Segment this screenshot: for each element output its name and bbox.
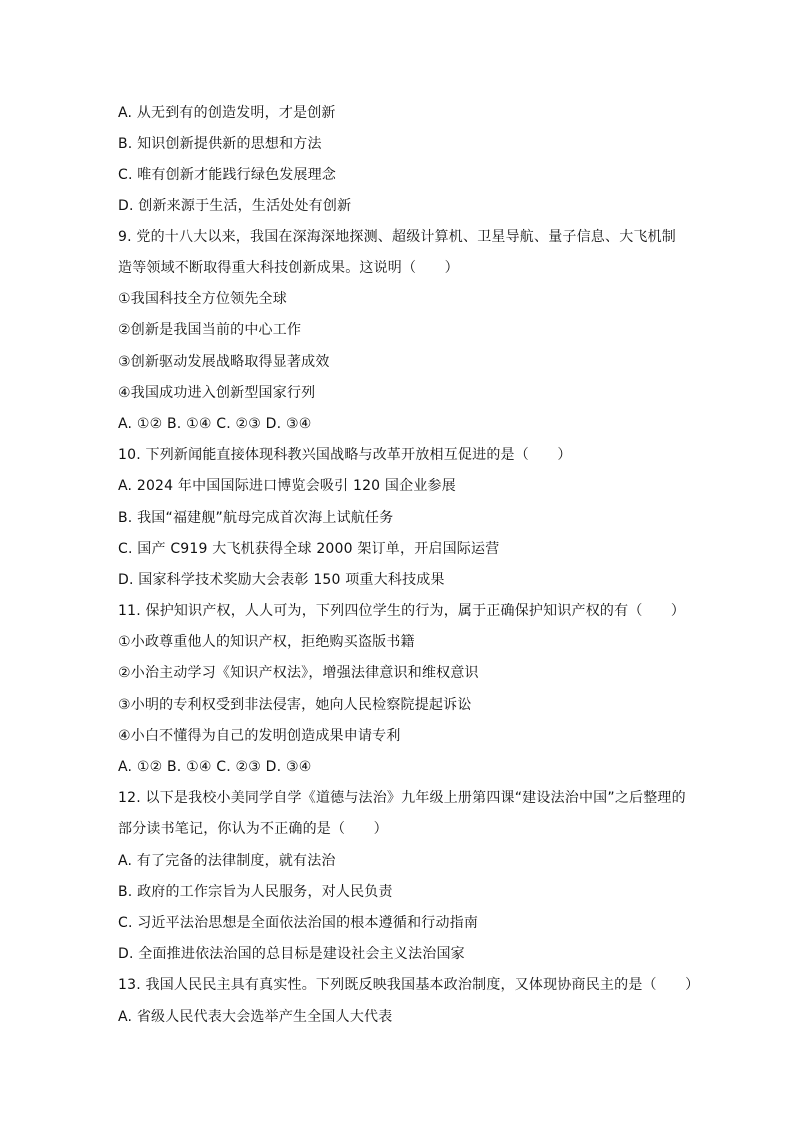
q11-stem: 11. 保护知识产权，人人可为，下列四位学生的行为，属于正确保护知识产权的有（ ） (118, 603, 686, 619)
q11-options: A. ①② B. ①④ C. ②③ D. ③④ (118, 759, 312, 775)
q9-statement-3: ③创新驱动发展战略取得显著成效 (118, 354, 330, 370)
q13-stem: 13. 我国人民民主具有真实性。下列既反映我国基本政治制度，又体现协商民主的是（ ） (118, 977, 700, 993)
q9-statement-4: ④我国成功进入创新型国家行列 (118, 385, 316, 401)
q12-option-a: A. 有了完备的法律制度，就有法治 (118, 853, 336, 869)
q9-stem-line2: 造等领域不断取得重大科技创新成果。这说明（ ） (118, 260, 459, 276)
q8-option-d: D. 创新来源于生活，生活处处有创新 (118, 198, 352, 214)
q11-statement-4: ④小白不懂得为自己的发明创造成果申请专利 (118, 728, 401, 744)
q10-option-c: C. 国产 C919 大飞机获得全球 2000 架订单，开启国际运营 (118, 541, 500, 557)
q8-option-a: A. 从无到有的创造发明，才是创新 (118, 105, 336, 121)
q12-option-b: B. 政府的工作宗旨为人民服务，对人民负责 (118, 884, 393, 900)
q9-statement-1: ①我国科技全方位领先全球 (118, 291, 287, 307)
q8-option-c: C. 唯有创新才能践行绿色发展理念 (118, 167, 337, 183)
q11-statement-1: ①小政尊重他人的知识产权，拒绝购买盗版书籍 (118, 634, 415, 650)
q12-stem-line2: 部分读书笔记，你认为不正确的是（ ） (118, 821, 388, 837)
q12-option-d: D. 全面推进依法治国的总目标是建设社会主义法治国家 (118, 946, 465, 962)
q10-option-d: D. 国家科学技术奖励大会表彰 150 项重大科技成果 (118, 572, 445, 588)
q8-option-b: B. 知识创新提供新的思想和方法 (118, 136, 322, 152)
q9-statement-2: ②创新是我国当前的中心工作 (118, 322, 302, 338)
q9-stem-line1: 9. 党的十八大以来，我国在深海深地探测、超级计算机、卫星导航、量子信息、大飞机制 (118, 229, 677, 245)
q11-statement-2: ②小治主动学习《知识产权法》，增强法律意识和维权意识 (118, 665, 479, 681)
q12-stem-line1: 12. 以下是我校小美同学自学《道德与法治》九年级上册第四课“建设法治中国”之后整理的 (118, 790, 686, 806)
q10-option-a: A. 2024 年中国国际进口博览会吸引 120 国企业参展 (118, 478, 456, 494)
q12-option-c: C. 习近平法治思想是全面依法治国的根本遵循和行动指南 (118, 915, 479, 931)
q10-option-b: B. 我国“福建舰”航母完成首次海上试航任务 (118, 510, 394, 526)
q13-option-a: A. 省级人民代表大会选举产生全国人大代表 (118, 1009, 393, 1025)
q9-options: A. ①② B. ①④ C. ②③ D. ③④ (118, 416, 312, 432)
q10-stem: 10. 下列新闻能直接体现科教兴国战略与改革开放相互促进的是（ ） (118, 447, 572, 463)
q11-statement-3: ③小明的专利权受到非法侵害，她向人民检察院提起诉讼 (118, 697, 472, 713)
